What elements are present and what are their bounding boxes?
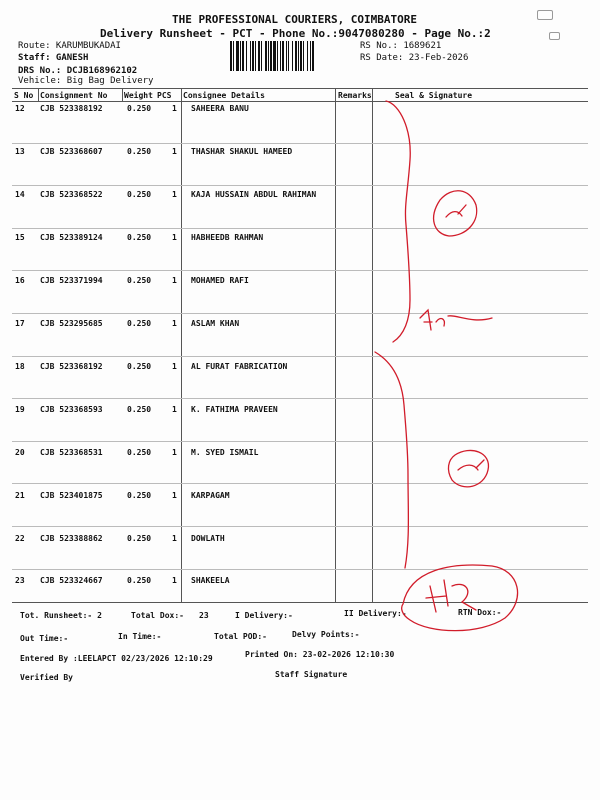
row-weight: 0.250 bbox=[127, 147, 152, 156]
row-pcs: 1 bbox=[172, 190, 177, 199]
row-pcs: 1 bbox=[172, 276, 177, 285]
row-consignment: CJB 523368192 bbox=[40, 362, 103, 371]
row-weight: 0.250 bbox=[127, 190, 152, 199]
row-pcs: 1 bbox=[172, 362, 177, 371]
row-sno: 18 bbox=[15, 362, 25, 371]
row-weight: 0.250 bbox=[127, 448, 152, 457]
row-sno: 15 bbox=[15, 233, 25, 242]
out-time: Out Time:- bbox=[20, 634, 69, 643]
row-consignee: MOHAMED RAFI bbox=[191, 276, 249, 285]
drs-number: DRS No.: DCJB168962102 bbox=[18, 66, 138, 76]
i-delivery: I Delivery:- bbox=[235, 611, 293, 620]
row-consignee: K. FATHIMA PRAVEEN bbox=[191, 405, 278, 414]
rtn-dox: RTN Dox:- bbox=[458, 608, 502, 617]
printed-on: Printed On: 23-02-2026 12:10:30 bbox=[245, 650, 395, 659]
row-consignment: CJB 523295685 bbox=[40, 319, 103, 328]
row-pcs: 1 bbox=[172, 448, 177, 457]
row-consignment: CJB 523368607 bbox=[40, 147, 103, 156]
col-consignment: Consignment No bbox=[40, 91, 108, 100]
row-consignee: KARPAGAM bbox=[191, 491, 230, 500]
row-consignee: DOWLATH bbox=[191, 534, 225, 543]
vehicle-label: Vehicle: Big Bag Delivery bbox=[18, 76, 154, 86]
row-sno: 16 bbox=[15, 276, 25, 285]
row-weight: 0.250 bbox=[127, 576, 152, 585]
row-sno: 19 bbox=[15, 405, 25, 414]
initials-mark bbox=[434, 191, 477, 236]
row-weight: 0.250 bbox=[127, 534, 152, 543]
initials-mark bbox=[420, 310, 492, 330]
col-remarks: Remarks bbox=[338, 91, 372, 100]
row-sno: 17 bbox=[15, 319, 25, 328]
staff-signature-label: Staff Signature bbox=[275, 670, 348, 679]
row-pcs: 1 bbox=[172, 147, 177, 156]
row-pcs: 1 bbox=[172, 104, 177, 113]
row-pcs: 1 bbox=[172, 576, 177, 585]
row-consignee: ASLAM KHAN bbox=[191, 319, 240, 328]
col-consignee: Consignee Details bbox=[183, 91, 265, 100]
row-consignee: THASHAR SHAKUL HAMEED bbox=[191, 147, 293, 156]
ii-delivery: II Delivery:- bbox=[344, 609, 407, 618]
row-pcs: 1 bbox=[172, 319, 177, 328]
row-consignment: CJB 523368531 bbox=[40, 448, 103, 457]
initials-mark bbox=[458, 460, 484, 470]
row-weight: 0.250 bbox=[127, 233, 152, 242]
brace-mark bbox=[375, 352, 408, 568]
row-weight: 0.250 bbox=[127, 362, 152, 371]
row-consignment: CJB 523324667 bbox=[40, 576, 103, 585]
row-sno: 14 bbox=[15, 190, 25, 199]
total-dox: Total Dox:- bbox=[131, 611, 184, 620]
row-sno: 20 bbox=[15, 448, 25, 457]
row-consignment: CJB 523368593 bbox=[40, 405, 103, 414]
rs-date: RS Date: 23-Feb-2026 bbox=[360, 53, 469, 63]
row-consignee: SHAKEELA bbox=[191, 576, 230, 585]
col-pcs: PCS bbox=[157, 91, 172, 100]
col-sno: S No bbox=[14, 91, 34, 100]
row-weight: 0.250 bbox=[127, 104, 152, 113]
row-sno: 12 bbox=[15, 104, 25, 113]
col-seal: Seal & Signature bbox=[395, 91, 473, 100]
row-weight: 0.250 bbox=[127, 276, 152, 285]
initials-mark bbox=[426, 580, 476, 612]
row-pcs: 1 bbox=[172, 405, 177, 414]
row-weight: 0.250 bbox=[127, 405, 152, 414]
in-time: In Time:- bbox=[118, 632, 162, 641]
row-sno: 21 bbox=[15, 491, 25, 500]
rs-number: RS No.: 1689621 bbox=[360, 41, 442, 51]
row-consignment: CJB 523401875 bbox=[40, 491, 103, 500]
row-pcs: 1 bbox=[172, 233, 177, 242]
total-dox-value: 23 bbox=[199, 611, 209, 620]
row-consignment: CJB 523368522 bbox=[40, 190, 103, 199]
row-weight: 0.250 bbox=[127, 319, 152, 328]
row-consignment: CJB 523388192 bbox=[40, 104, 103, 113]
company-title: THE PROFESSIONAL COURIERS, COIMBATORE bbox=[172, 13, 418, 26]
row-consignment: CJB 523388862 bbox=[40, 534, 103, 543]
verified-by: Verified By bbox=[20, 673, 73, 682]
initials-mark bbox=[402, 565, 518, 631]
row-pcs: 1 bbox=[172, 534, 177, 543]
row-pcs: 1 bbox=[172, 491, 177, 500]
row-consignee: SAHEERA BANU bbox=[191, 104, 249, 113]
total-pod: Total POD:- bbox=[214, 632, 267, 641]
tot-runsheet: Tot. Runsheet:- 2 bbox=[20, 611, 102, 620]
brace-mark bbox=[386, 101, 410, 342]
route-label: Route: KARUMBUKADAI bbox=[18, 41, 121, 51]
entered-by: Entered By :LEELAPCT 02/23/2026 12:10:29 bbox=[20, 654, 213, 663]
runsheet-title: Delivery Runsheet - PCT - Phone No.:9047080280 - Page No.:2 bbox=[100, 27, 491, 40]
row-sno: 22 bbox=[15, 534, 25, 543]
col-weight: Weight bbox=[124, 91, 153, 100]
row-consignee: HABHEEDB RAHMAN bbox=[191, 233, 264, 242]
row-consignee: KAJA HUSSAIN ABDUL RAHIMAN bbox=[191, 190, 317, 199]
initials-mark bbox=[446, 205, 466, 217]
row-sno: 23 bbox=[15, 576, 25, 585]
row-consignment: CJB 523371994 bbox=[40, 276, 103, 285]
row-consignment: CJB 523389124 bbox=[40, 233, 103, 242]
row-consignee: AL FURAT FABRICATION bbox=[191, 362, 288, 371]
row-weight: 0.250 bbox=[127, 491, 152, 500]
initials-mark bbox=[448, 450, 488, 486]
delvy-points: Delvy Points:- bbox=[292, 630, 360, 639]
row-sno: 13 bbox=[15, 147, 25, 156]
staff-label: Staff: GANESH bbox=[18, 53, 89, 63]
row-consignee: M. SYED ISMAIL bbox=[191, 448, 259, 457]
